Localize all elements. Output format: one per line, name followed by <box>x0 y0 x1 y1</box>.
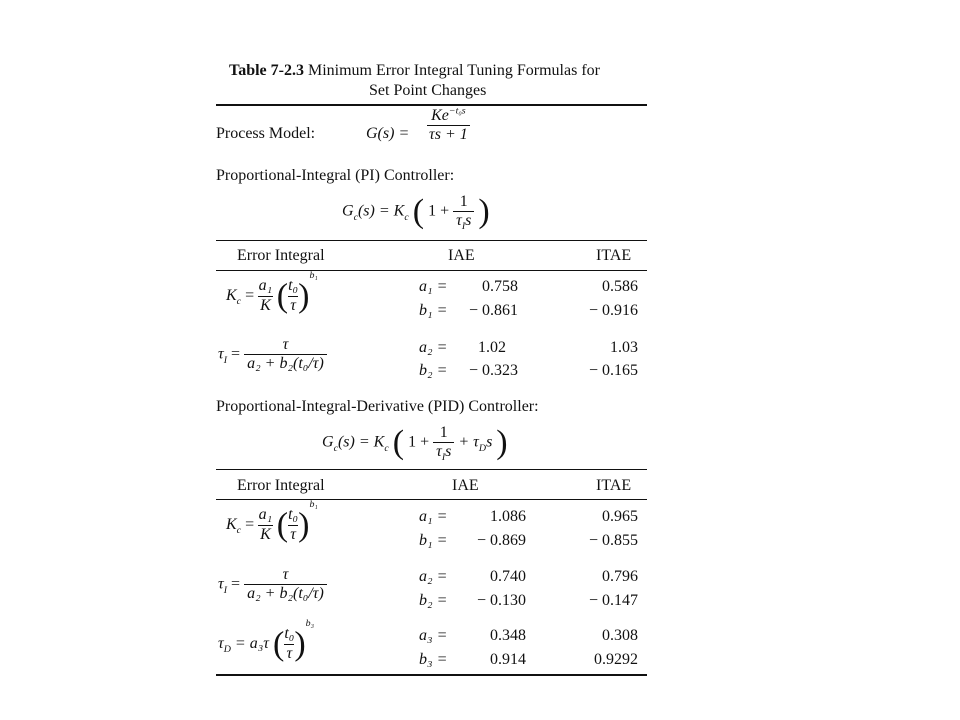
pid-col-iae: IAE <box>452 477 479 494</box>
table-title <box>229 62 600 80</box>
pid-row-param: b₁ = <box>419 532 448 549</box>
process-model-label: Process Model: <box>216 125 316 142</box>
pid-row-param: a₁ = <box>419 508 448 525</box>
pid-row-itae: 0.9292 <box>594 651 638 668</box>
process-model-fraction <box>427 107 470 145</box>
pid-row-itae: 0.308 <box>602 627 638 644</box>
pid-header-top-rule <box>216 469 647 470</box>
pi-row-iae: 1.02 <box>478 339 506 356</box>
pid-controller-equation: $G_c(s) = K_c$ ( 1 + $\frac{1}{\tau_Is}$ + $\tau_Ds$ ) <box>322 423 508 464</box>
bottom-rule <box>216 674 647 676</box>
pid-kc-formula: $K_c$ = $\frac{\text{a₁}}{K}$ ( $\frac{\text{t₀}}{\tau}$ )$^{b_1}$ <box>226 499 318 544</box>
pid-row-param: a₃ = <box>419 627 448 644</box>
pi-row-param: b₁ = <box>419 302 448 319</box>
pid-taud-formula: $\tau_D = a_3\tau$ ( $\frac{\text{t₀}}{\tau}$ )$^{b_3}$ <box>218 618 315 663</box>
pid-row-param: b₃ = <box>419 651 448 668</box>
pid-header-bottom-rule <box>216 499 647 500</box>
pi-row-itae: 1.03 <box>610 339 638 356</box>
pid-row-iae: − 0.869 <box>476 532 526 549</box>
pi-row-param: b₂ = <box>419 362 448 379</box>
pid-col-itae: ITAE <box>596 477 632 494</box>
pi-heading: Proportional-Integral (PI) Controller: <box>216 167 455 184</box>
pid-row-itae: 0.965 <box>602 508 638 525</box>
process-model-lhs: G(s) = <box>366 125 410 142</box>
pi-row-param: a₂ = <box>419 339 448 356</box>
table-title-line2: Set Point Changes <box>369 82 487 99</box>
process-model-numerator: $Ke^{-t_0s}$ <box>431 105 466 124</box>
pi-col-error-integral: Error Integral <box>237 247 325 264</box>
pid-row-itae: − 0.855 <box>588 532 638 549</box>
pid-heading: Proportional-Integral-Derivative (PID) Controller: <box>216 398 539 415</box>
pi-row-param: a₁ = <box>419 278 448 295</box>
pid-row-param: a₂ = <box>419 568 448 585</box>
pi-taui-formula: $\tau_I$ = $\frac{\tau}{\text{a₂ + b₂(t₀/τ)}}$ <box>218 336 327 374</box>
pi-controller-equation: $G_c(s) = K_c$ ( 1 + $\frac{1}{\tau_Is}$ ) <box>342 192 490 233</box>
pi-header-bottom-rule <box>216 270 647 271</box>
pid-row-itae: 0.796 <box>602 568 638 585</box>
pi-row-iae: 0.758 <box>482 278 518 295</box>
pid-row-iae: − 0.130 <box>476 592 526 609</box>
table-title-line1: Minimum Error Integral Tuning Formulas for <box>307 62 600 79</box>
pid-row-iae: 0.348 <box>490 627 526 644</box>
pi-header-top-rule <box>216 240 647 241</box>
pid-row-iae: 0.740 <box>490 568 526 585</box>
process-model-denominator: τs + 1 <box>429 126 468 144</box>
pi-col-iae: IAE <box>448 247 475 264</box>
top-rule <box>216 104 647 106</box>
pi-row-iae: − 0.323 <box>468 362 518 379</box>
pi-col-itae: ITAE <box>596 247 632 264</box>
pi-kc-formula: $K_c$ = $\frac{\text{a₁}}{K}$ ( $\frac{\text{t₀}}{\tau}$ )$^{b_1}$ <box>226 270 318 315</box>
pid-col-error-integral: Error Integral <box>237 477 325 494</box>
pi-row-itae: 0.586 <box>602 278 638 295</box>
pid-taui-formula: $\tau_I$ = $\frac{\tau}{\text{a₂ + b₂(t₀/τ)}}$ <box>218 566 327 604</box>
pi-row-itae: − 0.165 <box>588 362 638 379</box>
pi-row-itae: − 0.916 <box>588 302 638 319</box>
pid-row-itae: − 0.147 <box>588 592 638 609</box>
table-number: Table 7-2.3 <box>229 62 304 79</box>
pid-row-param: b₂ = <box>419 592 448 609</box>
pid-row-iae: 0.914 <box>490 651 526 668</box>
pid-row-iae: 1.086 <box>490 508 526 525</box>
pi-row-iae: − 0.861 <box>468 302 518 319</box>
